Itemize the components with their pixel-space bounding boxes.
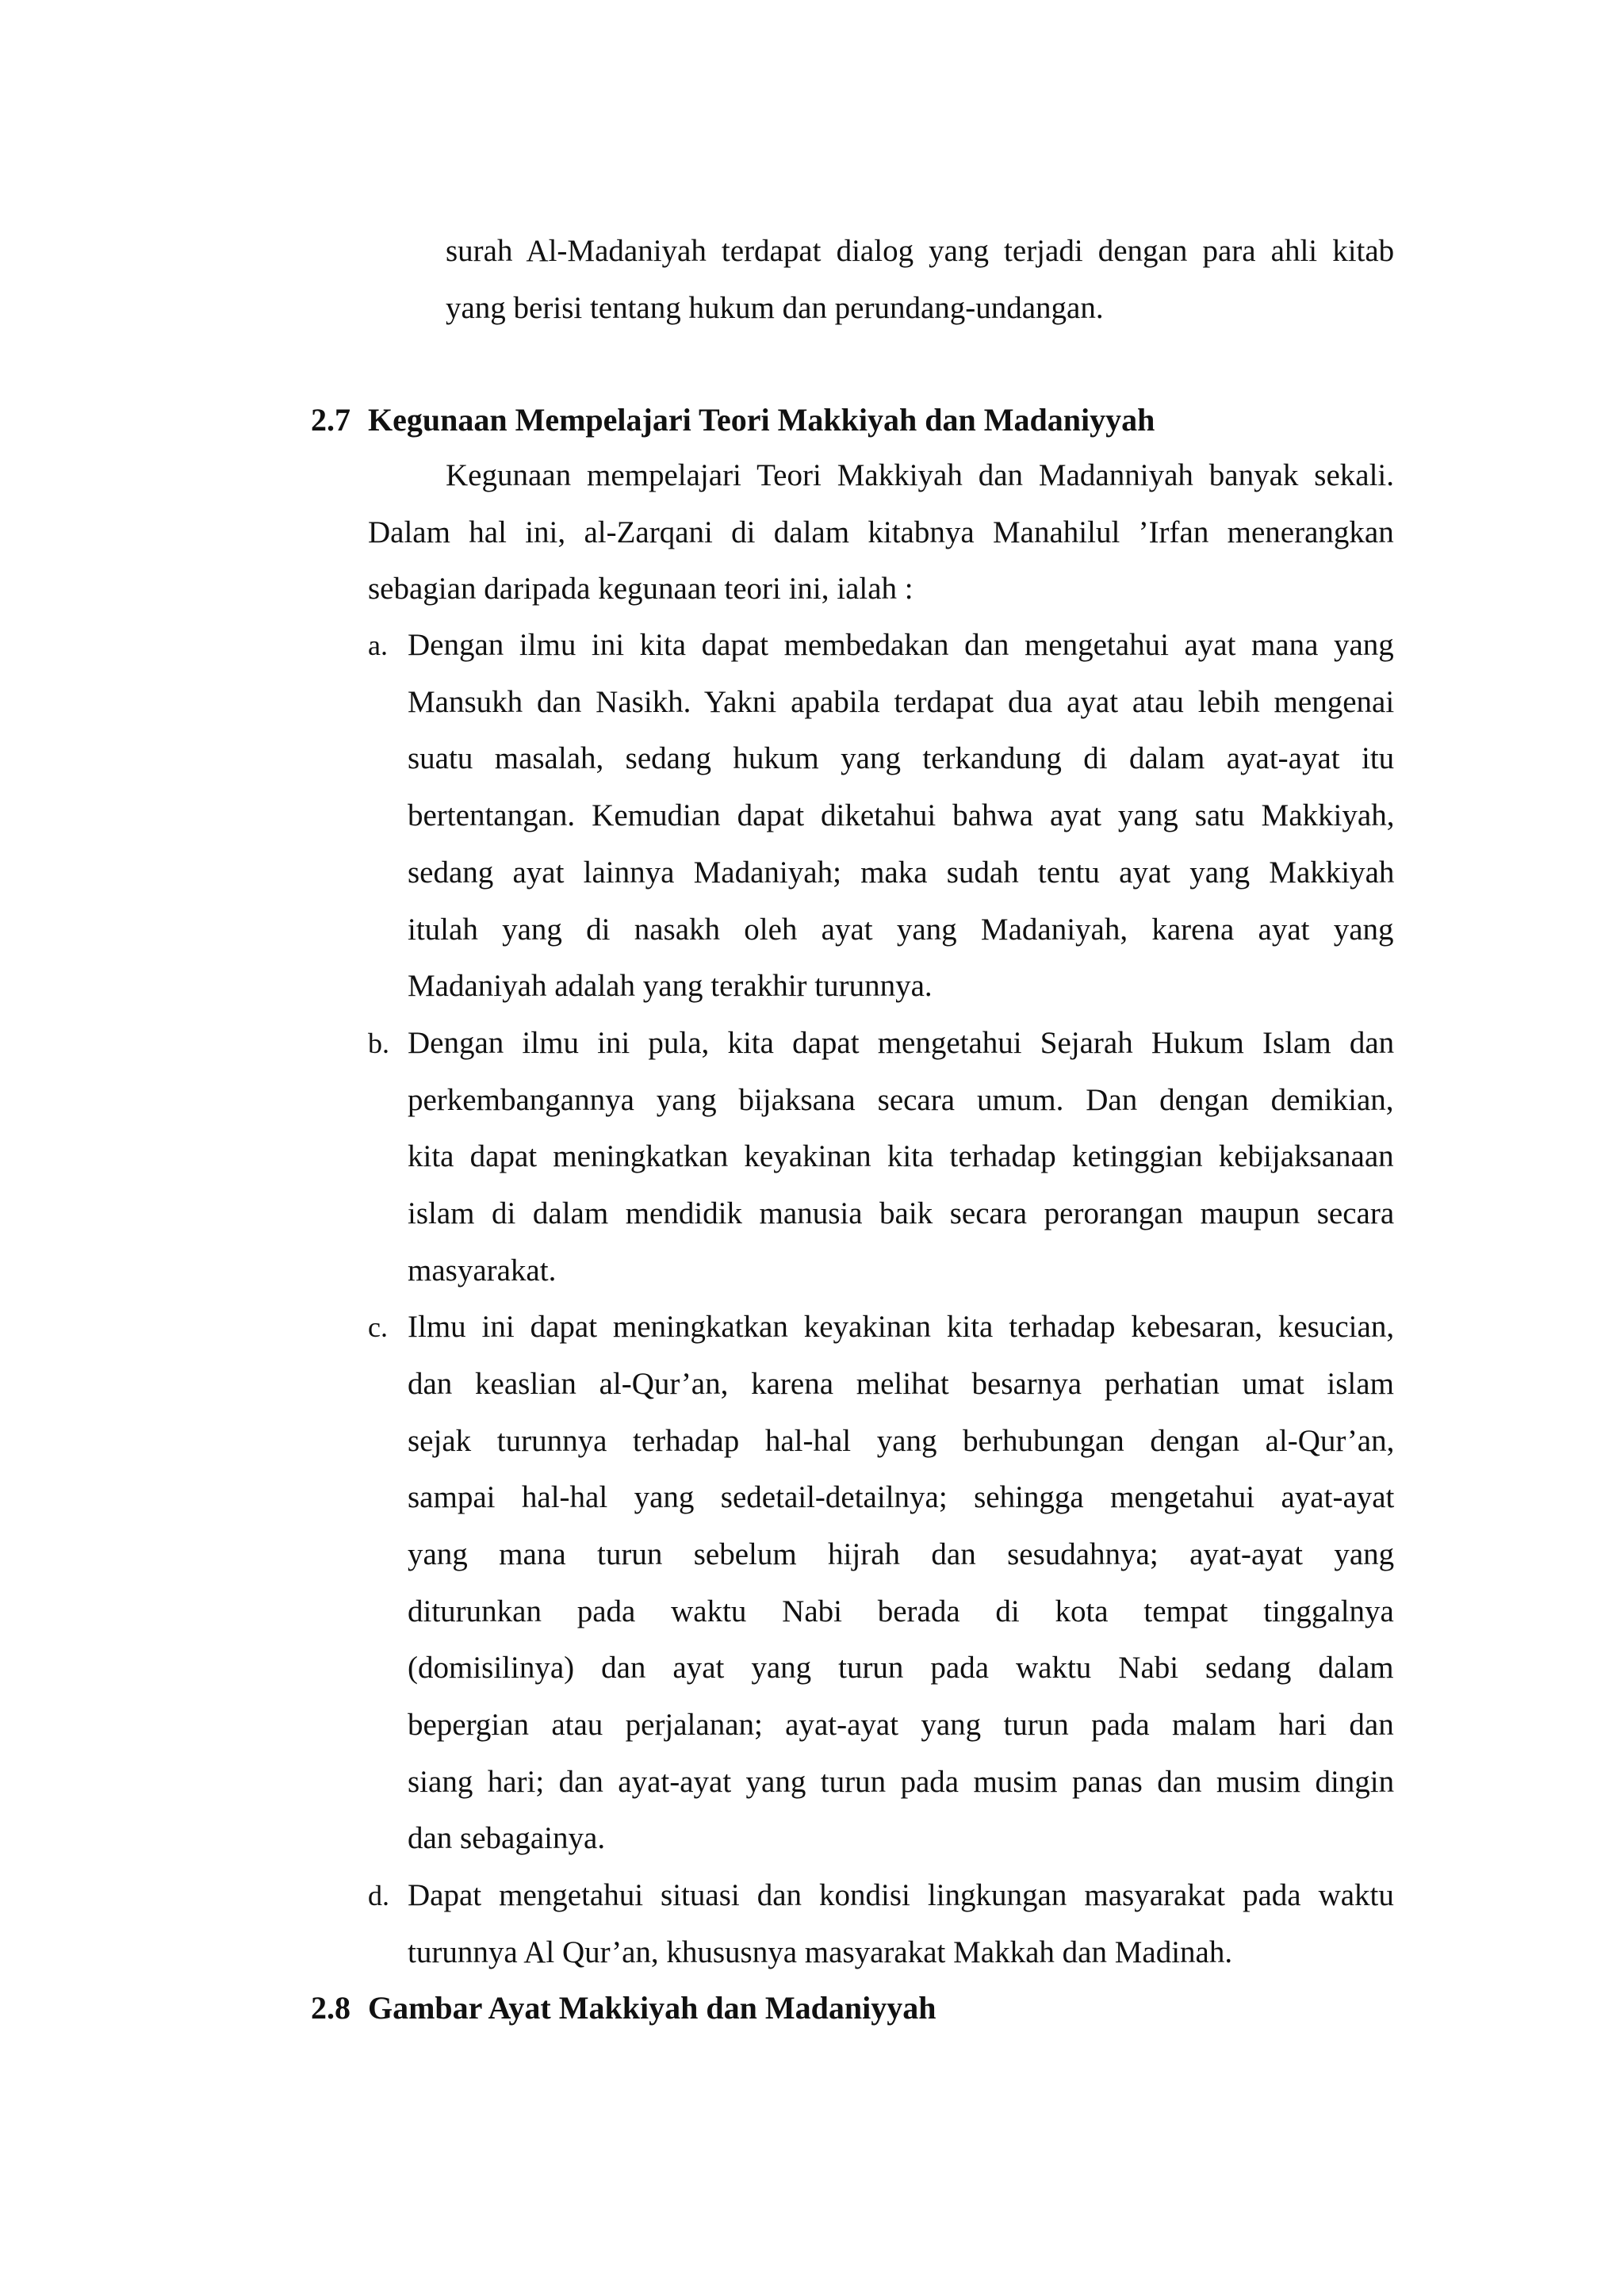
- paragraph-line-2: Dalam hal ini, al-Zarqani di dalam kitabnya Manahilul ’Irfan menerangkan: [368, 515, 1394, 549]
- intro-line-2: yang berisi tentang hukum dan perundang-undangan.: [446, 291, 1104, 325]
- item-a-line-7: Madaniyah adalah yang terakhir turunnya.: [408, 969, 933, 1003]
- paragraph-line-1: Kegunaan mempelajari Teori Makkiyah dan Madanniyah banyak sekali.: [446, 458, 1395, 492]
- section-2-7-number: 2.7: [311, 402, 350, 438]
- section-2-8-number: 2.8: [311, 1990, 350, 2026]
- item-b-marker: b.: [368, 1027, 389, 1059]
- item-c-line-9: siang hari; dan ayat-ayat yang turun pada musim panas dan musim dingin: [408, 1765, 1395, 1799]
- item-a-line-5: sedang ayat lainnya Madaniyah; maka sudah tentu ayat yang Makkiyah: [408, 855, 1395, 890]
- item-a-line-3: suatu masalah, sedang hukum yang terkandung di dalam ayat-ayat itu: [408, 741, 1395, 775]
- section-2-7-heading: [311, 402, 1155, 438]
- item-c-line-10: dan sebagainya.: [408, 1821, 606, 1855]
- item-b-line-1: Dengan ilmu ini pula, kita dapat mengetahui Sejarah Hukum Islam dan: [408, 1026, 1395, 1060]
- item-a-line-6: itulah yang di nasakh oleh ayat yang Madaniyah, karena ayat yang: [408, 913, 1394, 947]
- item-a-line-1: Dengan ilmu ini kita dapat membedakan dan mengetahui ayat mana yang: [408, 628, 1394, 662]
- item-c-line-2: dan keaslian al-Qur’an, karena melihat besarnya perhatian umat islam: [408, 1367, 1394, 1401]
- item-b-line-2: perkembangannya yang bijaksana secara umum. Dan dengan demikian,: [408, 1083, 1394, 1117]
- section-2-8-title: Gambar Ayat Makkiyah dan Madaniyyah: [368, 1990, 936, 2026]
- item-d-line-2: turunnya Al Qur’an, khususnya masyarakat Makkah dan Madinah.: [408, 1935, 1233, 1969]
- item-d-marker: d.: [368, 1880, 389, 1911]
- item-c-line-3: sejak turunnya terhadap hal-hal yang berhubungan dengan al-Qur’an,: [408, 1424, 1395, 1458]
- item-c-line-7: (domisilinya) dan ayat yang turun pada waktu Nabi sedang dalam: [408, 1651, 1394, 1685]
- item-c-line-6: diturunkan pada waktu Nabi berada di kota tempat tinggalnya: [408, 1594, 1394, 1628]
- item-a-line-2: Mansukh dan Nasikh. Yakni apabila terdapat dua ayat atau lebih mengenai: [408, 685, 1395, 719]
- item-c-line-8: bepergian atau perjalanan; ayat-ayat yang turun pada malam hari dan: [408, 1708, 1394, 1742]
- paragraph-line-3: sebagian daripada kegunaan teori ini, ialah :: [368, 572, 914, 606]
- intro-line-1: surah Al-Madaniyah terdapat dialog yang terjadi dengan para ahli kitab: [446, 234, 1395, 268]
- item-a-line-4: bertentangan. Kemudian dapat diketahui bahwa ayat yang satu Makkiyah,: [408, 798, 1395, 832]
- item-c-line-5: yang mana turun sebelum hijrah dan sesudahnya; ayat-ayat yang: [408, 1537, 1395, 1571]
- item-b-line-3: kita dapat meningkatkan keyakinan kita terhadap ketinggian kebijaksanaan: [408, 1139, 1394, 1173]
- item-a-marker: a.: [368, 629, 388, 661]
- section-2-7-title: Kegunaan Mempelajari Teori Makkiyah dan Madaniyyah: [368, 402, 1155, 438]
- item-c-marker: c.: [368, 1311, 388, 1343]
- item-b-line-4: islam di dalam mendidik manusia baik secara perorangan maupun secara: [408, 1196, 1395, 1230]
- item-d-line-1: Dapat mengetahui situasi dan kondisi lingkungan masyarakat pada waktu: [408, 1878, 1394, 1912]
- item-c-line-1: Ilmu ini dapat meningkatkan keyakinan kita terhadap kebesaran, kesucian,: [408, 1310, 1395, 1344]
- item-b-line-5: masyarakat.: [408, 1253, 557, 1288]
- section-2-8-heading: [311, 1990, 936, 2026]
- item-c-line-4: sampai hal-hal yang sedetail-detailnya; sehingga mengetahui ayat-ayat: [408, 1480, 1395, 1514]
